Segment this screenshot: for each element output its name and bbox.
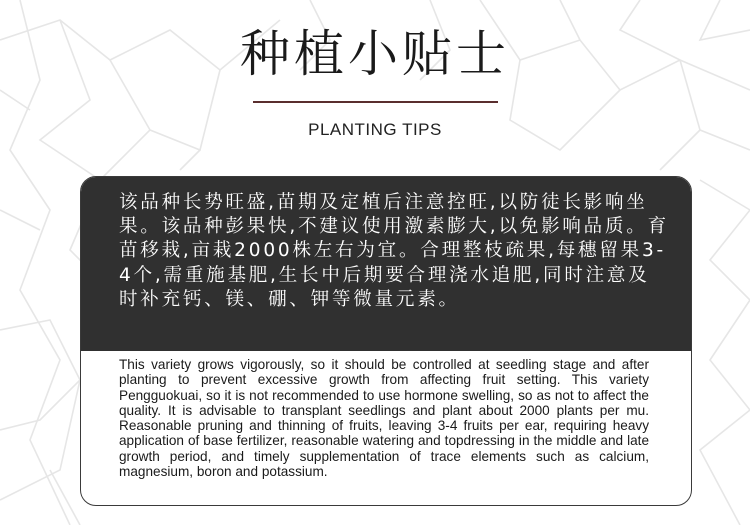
tips-card xyxy=(80,176,692,506)
title-divider xyxy=(253,101,498,103)
chinese-tips-text: 该品种长势旺盛,苗期及定植后注意控旺,以防徒长影响坐果。该品种彭果快,不建议使用激素膨大,以免影响品质。育苗移栽,亩栽2000株左右为宜。合理整枝疏果,每穗留果3-4个,需重施基肥,生长中后期要合理浇水追肥,同时注意及时补充钙、镁、硼、钾等微量元素。 xyxy=(119,192,669,310)
page-subtitle: PLANTING TIPS xyxy=(308,120,442,139)
english-tips-text: This variety grows vigorously, so it should be controlled at seedling stage and after planting to prevent excessive growth from affecting fruit setting. This variety Pengguokuai, so it is not recommended to use hormone swelling, so as not to affect the quality. It is advisable to transplant seedlings and plant about 2000 plants per mu. Reasonable pruning and thinning of fruits, leaving 3-4 fruits per ear, requiring heavy application of base fertilizer, reasonable watering and topdressing in the middle and late growth period, and timely supplementation of trace elements such as calcium, magnesium, boron and potassium. xyxy=(119,357,649,480)
page-title: 种植小贴士 xyxy=(240,25,510,83)
